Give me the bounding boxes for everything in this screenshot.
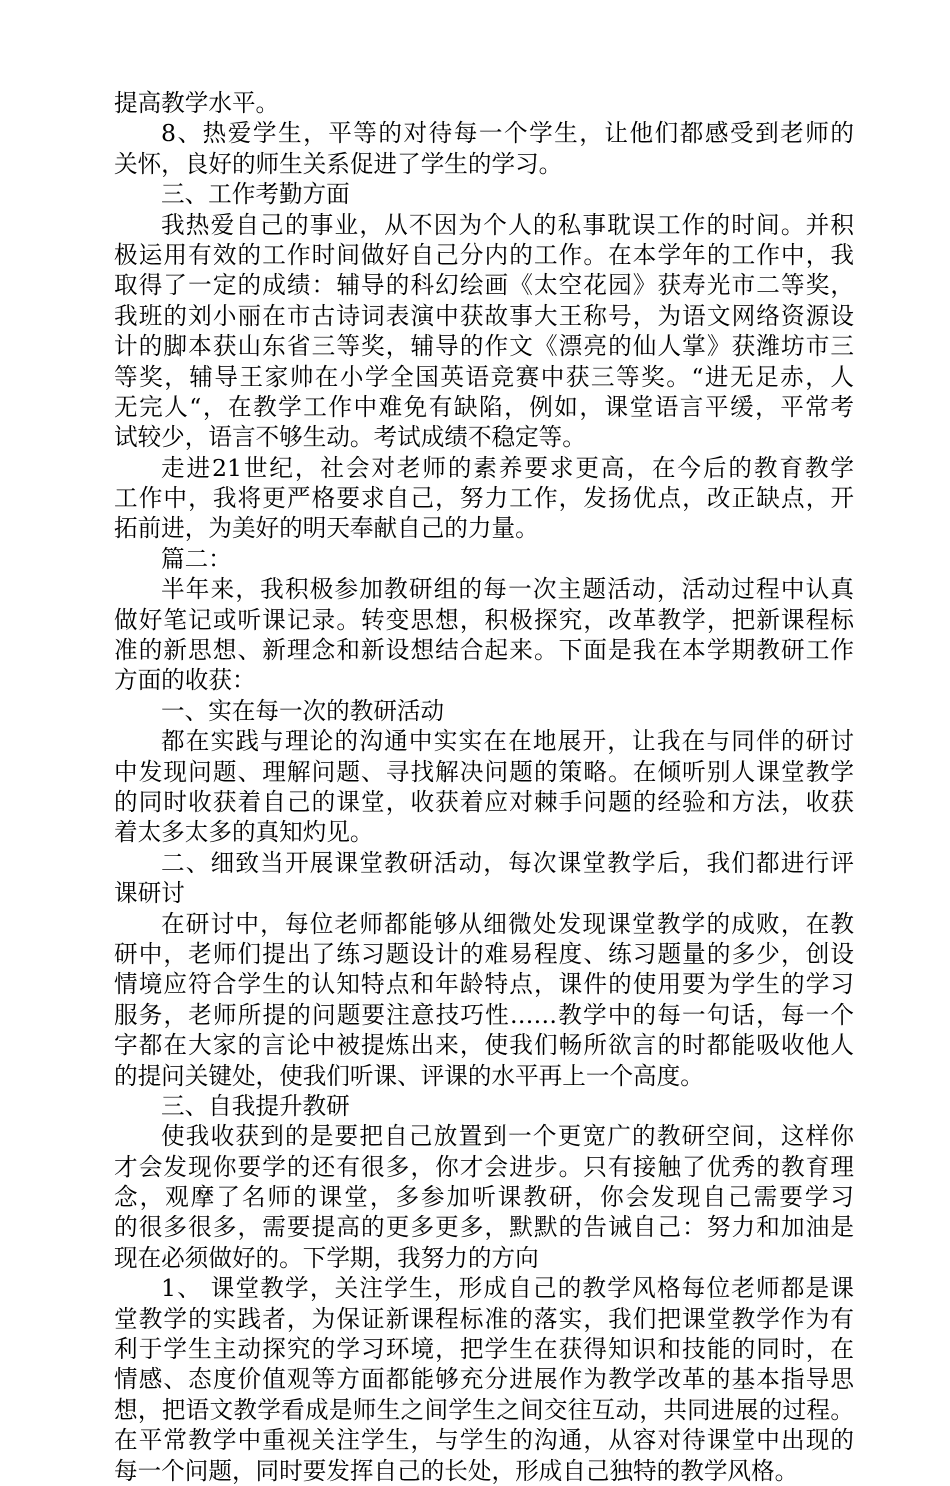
text-line: 工作中，我将更严格要求自己，努力工作，发扬优点，改正缺点，开: [114, 484, 854, 513]
text-line: 二、细致当开展课堂教研活动，每次课堂教学后，我们都进行评: [161, 848, 854, 877]
text-line: 我班的刘小丽在市古诗词表演中获故事大王称号，为语文网络资源设: [114, 301, 854, 330]
text-line: 服务，老师所提的问题要注意技巧性……教学中的每一句话，每一个: [114, 1000, 854, 1029]
text-line: 一、实在每一次的教研活动: [161, 696, 445, 725]
text-line: 课研讨: [114, 879, 185, 908]
text-line: 着太多太多的真知灼见。: [114, 818, 374, 847]
text-line: 想，把语文教学看成是师生之间学生之间交往互动，共同进展的过程。: [114, 1395, 854, 1424]
text-line: 每一个问题，同时要发挥自己的长处，形成自己独特的教学风格。: [114, 1456, 799, 1485]
text-line: 才会发现你要学的还有很多，你才会进步。只有接触了优秀的教育理: [114, 1152, 854, 1181]
text-line: 中发现问题、理解问题、寻找解决问题的策略。在倾听别人课堂教学: [114, 757, 854, 786]
text-line: 方面的收获：: [114, 666, 256, 695]
text-line: 堂教学的实践者，为保证新课程标准的落实，我们把课堂教学作为有: [114, 1304, 854, 1333]
text-line: 提高教学水平。: [114, 89, 280, 117]
text-line: 字都在大家的言论中被提炼出来，使我们畅所欲言的时都能吸收他人: [114, 1031, 854, 1060]
text-line: 半年来，我积极参加教研组的每一次主题活动，活动过程中认真: [161, 575, 854, 604]
text-line: 极运用有效的工作时间做好自己分内的工作。在本学年的工作中，我: [114, 240, 854, 269]
text-line: 情感、态度价值观等方面都能够充分进展作为教学改革的基本指导思: [114, 1365, 854, 1394]
text-line: 准的新思想、新理念和新设想结合起来。下面是我在本学期教研工作: [114, 636, 854, 665]
text-line: 等奖，辅导王家帅在小学全国英语竞赛中获三等奖。“进无足赤，人: [114, 362, 854, 391]
text-line: 研中，老师们提出了练习题设计的难易程度、练习题量的多少，创设: [114, 939, 854, 968]
text-line: 的提问关键处，使我们听课、评课的水平再上一个高度。: [114, 1061, 704, 1090]
document-body: [114, 88, 854, 1486]
text-line: 拓前进，为美好的明天奉献自己的力量。: [114, 514, 539, 543]
text-line: 我热爱自己的事业，从不因为个人的私事耽误工作的时间。并积: [161, 210, 854, 239]
text-line: 三、工作考勤方面: [161, 180, 350, 209]
text-line: 取得了一定的成绩：辅导的科幻绘画《太空花园》获寿光市二等奖，: [114, 271, 854, 300]
text-line: 8、热爱学生，平等的对待每一个学生，让他们都感受到老师的: [161, 119, 854, 148]
text-line: 走进21世纪，社会对老师的素养要求更高，在今后的教育教学: [161, 453, 854, 482]
text-line: 念，观摩了名师的课堂，多参加听课教研，你会发现自己需要学习: [114, 1183, 854, 1212]
text-line: 无完人“，在教学工作中难免有缺陷，例如，课堂语言平缓，平常考: [114, 392, 854, 421]
text-line: 在研讨中，每位老师都能够从细微处发现课堂教学的成败，在教: [161, 909, 854, 938]
text-line: 做好笔记或听课记录。转变思想，积极探究，改革教学，把新课程标: [114, 605, 854, 634]
text-line: 情境应符合学生的认知特点和年龄特点，课件的使用要为学生的学习: [114, 970, 854, 999]
text-line: 利于学生主动探究的学习环境，把学生在获得知识和技能的同时，在: [114, 1335, 854, 1364]
text-line: 现在必须做好的。下学期，我努力的方向: [114, 1243, 539, 1272]
text-line: 关怀，良好的师生关系促进了学生的学习。: [114, 149, 563, 178]
text-line: 计的脚本获山东省三等奖，辅导的作文《漂亮的仙人掌》获潍坊市三: [114, 332, 854, 361]
text-line: 的很多很多，需要提高的更多更多，默默的告诫自己：努力和加油是: [114, 1213, 854, 1242]
text-line: 都在实践与理论的沟通中实实在在地展开，让我在与同伴的研讨: [161, 727, 854, 756]
text-line: 在平常教学中重视关注学生，与学生的沟通，从容对待课堂中出现的: [114, 1426, 854, 1455]
text-line: 使我收获到的是要把自己放置到一个更宽广的教研空间，这样你: [161, 1122, 854, 1151]
text-line: 1、 课堂教学，关注学生，形成自己的教学风格每位老师都是课: [161, 1274, 854, 1303]
text-line: 试较少，语言不够生动。考试成绩不稳定等。: [114, 423, 586, 452]
text-line: 的同时收获着自己的课堂，收获着应对棘手问题的经验和方法，收获: [114, 787, 854, 816]
text-line: 三、自我提升教研: [161, 1091, 350, 1120]
text-line: 篇二：: [161, 544, 232, 573]
